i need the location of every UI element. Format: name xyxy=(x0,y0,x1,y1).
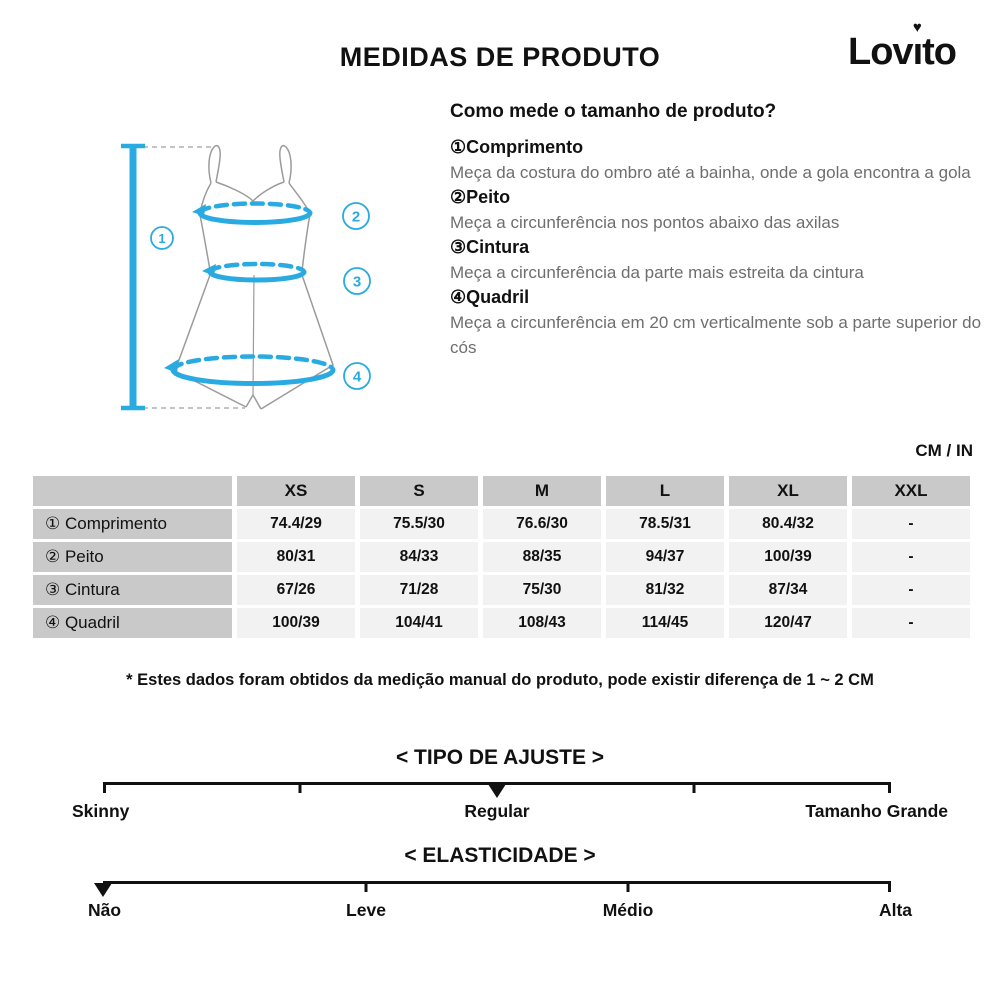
scale-tick xyxy=(693,782,696,793)
scale-tick xyxy=(627,881,630,892)
size-header-xl: XL xyxy=(729,476,847,506)
scale-tick xyxy=(299,782,302,793)
garment-outline xyxy=(175,146,333,409)
elasticity-label-nao: Não xyxy=(88,900,122,920)
instructions-heading: Como mede o tamanho de produto? xyxy=(450,101,777,122)
measure-instructions xyxy=(450,101,985,360)
cell-value: 100/39 xyxy=(729,542,847,572)
instruction-desc-cintura: Meça a circunferência da parte mais estreita da cintura xyxy=(450,263,864,282)
logo-dotless-i: ı xyxy=(912,31,923,73)
size-header-l: L xyxy=(606,476,724,506)
cell-value: - xyxy=(852,575,970,605)
size-header-s: S xyxy=(360,476,478,506)
elasticity-scale-line xyxy=(103,881,891,884)
cell-value: 75.5/30 xyxy=(360,509,478,539)
marker-3: 3 xyxy=(352,273,362,291)
size-header-m: M xyxy=(483,476,601,506)
cell-value: 84/33 xyxy=(360,542,478,572)
fit-label-skinny: Skinny xyxy=(72,801,130,821)
size-table xyxy=(28,473,975,641)
scale-tick xyxy=(888,782,891,793)
page-title: MEDIDAS DE PRODUTO xyxy=(339,42,661,72)
table-row-cintura xyxy=(33,575,970,605)
cell-value: 104/41 xyxy=(360,608,478,638)
cell-value: - xyxy=(852,509,970,539)
scale-tick xyxy=(103,782,106,793)
cell-value: 100/39 xyxy=(237,608,355,638)
cell-value: 94/37 xyxy=(606,542,724,572)
lovito-logo xyxy=(848,19,956,74)
cell-value: - xyxy=(852,608,970,638)
cell-value: 88/35 xyxy=(483,542,601,572)
logo-letter-i xyxy=(912,19,923,74)
logo-text-pre: Lov xyxy=(848,31,913,73)
cell-value: 76.6/30 xyxy=(483,509,601,539)
elasticity-marker-triangle-icon xyxy=(94,883,112,897)
units-label: CM / IN xyxy=(915,441,973,460)
fit-marker-triangle-icon xyxy=(488,784,506,798)
table-corner-cell xyxy=(33,476,232,506)
marker-2: 2 xyxy=(351,208,361,226)
instruction-desc-comprimento: Meça da costura do ombro até a bainha, onde a gola encontra a gola xyxy=(450,163,971,182)
cell-value: 75/30 xyxy=(483,575,601,605)
instruction-title-cintura: ③Cintura xyxy=(450,237,530,257)
row-label: ③ Cintura xyxy=(33,575,232,605)
table-row-comprimento xyxy=(33,509,970,539)
marker-1: 1 xyxy=(158,231,166,246)
instruction-desc-peito: Meça a circunferência nos pontos abaixo das axilas xyxy=(450,213,840,232)
fit-scale-title: < TIPO DE AJUSTE > xyxy=(395,746,605,769)
fit-label-regular: Regular xyxy=(464,801,530,821)
cell-value: 67/26 xyxy=(237,575,355,605)
fit-label-tamanho-grande: Tamanho Grande xyxy=(805,801,948,821)
cell-value: 74.4/29 xyxy=(237,509,355,539)
elasticity-scale-title: < ELASTICIDADE > xyxy=(404,844,596,867)
elasticity-label-alta: Alta xyxy=(878,900,912,920)
row-label: ② Peito xyxy=(33,542,232,572)
instruction-title-quadril: ④Quadril xyxy=(450,287,530,307)
circled-markers xyxy=(151,203,370,389)
cell-value: 78.5/31 xyxy=(606,509,724,539)
table-row-quadril xyxy=(33,608,970,638)
cell-value: 80/31 xyxy=(237,542,355,572)
cell-value: 108/43 xyxy=(483,608,601,638)
garment-measure-diagram xyxy=(95,125,425,435)
row-label: ④ Quadril xyxy=(33,608,232,638)
size-table-header-row xyxy=(33,476,970,506)
elasticity-label-leve: Leve xyxy=(346,900,386,920)
cell-value: 71/28 xyxy=(360,575,478,605)
instruction-desc-quadril: Meça a circunferência em 20 cm verticalmente sob a parte superior do cós xyxy=(450,313,982,357)
cell-value: 87/34 xyxy=(729,575,847,605)
scale-tick xyxy=(888,881,891,892)
marker-4: 4 xyxy=(352,368,362,386)
cell-value: 120/47 xyxy=(729,608,847,638)
cell-value: - xyxy=(852,542,970,572)
cell-value: 114/45 xyxy=(606,608,724,638)
heart-icon: ♥ xyxy=(912,19,922,36)
instruction-title-comprimento: ①Comprimento xyxy=(450,137,584,157)
length-measure-bar xyxy=(121,146,145,408)
measure-arrowheads xyxy=(164,204,216,373)
fit-scale-line xyxy=(103,782,891,785)
logo-text-post: to xyxy=(922,31,956,73)
table-row-peito xyxy=(33,542,970,572)
elasticity-label-medio: Médio xyxy=(602,900,654,920)
size-header-xxl: XXL xyxy=(852,476,970,506)
scale-tick xyxy=(364,881,367,892)
instruction-title-peito: ②Peito xyxy=(450,187,511,207)
measurement-footnote: * Estes dados foram obtidos da medição manual do produto, pode existir diferença de 1 ~ 2 CM xyxy=(126,671,874,689)
cell-value: 81/32 xyxy=(606,575,724,605)
cell-value: 80.4/32 xyxy=(729,509,847,539)
size-header-xs: XS xyxy=(237,476,355,506)
row-label: ① Comprimento xyxy=(33,509,232,539)
